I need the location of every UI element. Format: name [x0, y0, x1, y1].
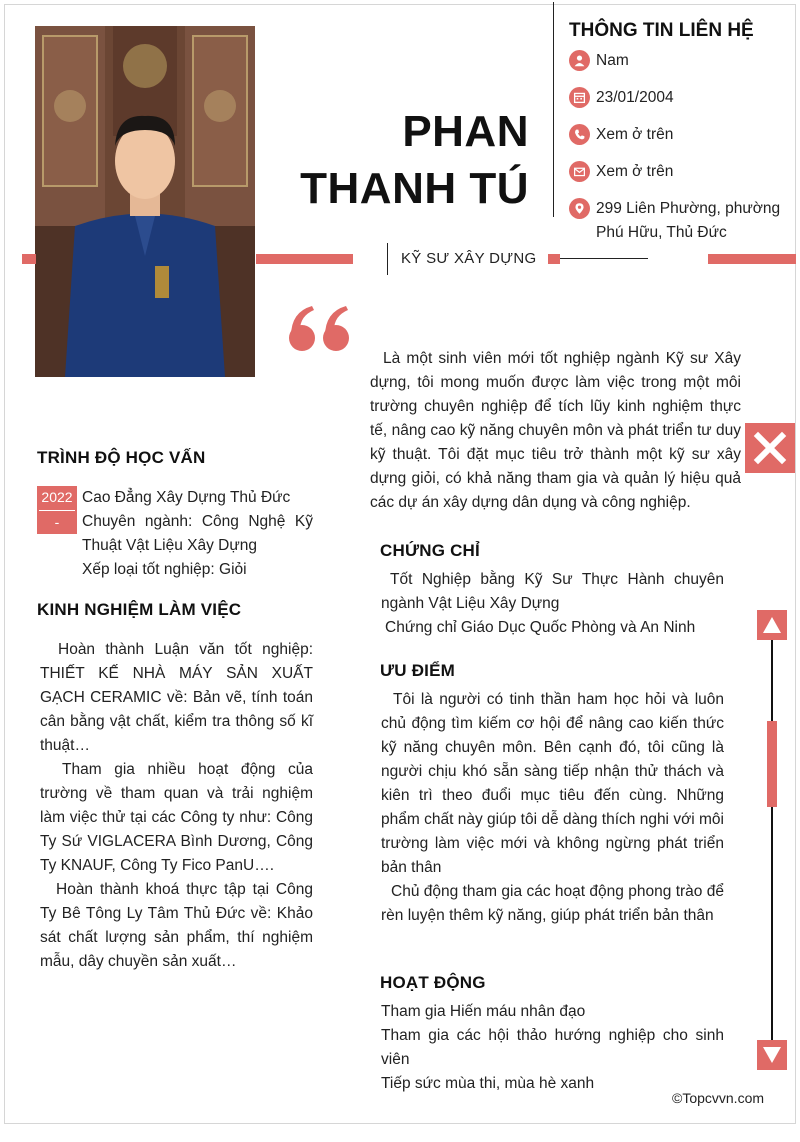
accent-bar-mid — [256, 254, 353, 264]
experience-item: Hoàn thành Luận văn tốt nghiệp: THIẾT KẾ NHÀ MÁY SẢN XUẤT GẠCH CERAMIC về: Bản vẽ, tính toán cân bằng vật chất, kiểm tra thông số kĩ thuật… — [40, 641, 313, 754]
header-divider — [553, 2, 554, 217]
scroll-thumb[interactable] — [767, 721, 777, 807]
accent-bar-right — [708, 254, 796, 264]
education-grade: Xếp loại tốt nghiệp: Giỏi — [82, 561, 247, 578]
scroll-up-button[interactable] — [757, 610, 787, 640]
contact-phone-value[interactable]: Xem ở trên — [596, 126, 674, 143]
certificates-list — [381, 568, 724, 640]
experience-title: KINH NGHIỆM LÀM VIỆC — [37, 600, 242, 619]
full-name — [300, 103, 529, 217]
activities-title: HOẠT ĐỘNG — [380, 973, 486, 992]
contact-email — [569, 160, 789, 184]
footer-credit: ©Topcvvn.com — [672, 1090, 765, 1106]
strength-item: Chủ động tham gia các hoạt động phong trào để rèn luyện thêm kỹ năng, giúp phát triển bản thân — [381, 883, 724, 924]
phone-icon — [569, 124, 590, 145]
activity-item: Tham gia các hội thảo hướng nghiệp cho sinh viên — [381, 1027, 724, 1068]
activity-item: Tham gia Hiến máu nhân đạo — [381, 1003, 586, 1020]
contact-birthday — [569, 86, 789, 110]
triangle-down-icon — [762, 1046, 782, 1064]
education-major: Chuyên ngành: Công Nghệ Kỹ Thuật Vật Liệu Xây Dựng — [82, 513, 313, 554]
contact-address — [569, 197, 789, 245]
contact-gender-value: Nam — [596, 52, 629, 69]
role-divider — [387, 243, 388, 275]
close-icon — [753, 431, 787, 465]
job-title: KỸ SƯ XÂY DỰNG — [401, 250, 537, 267]
profile-photo-illustration — [35, 26, 255, 377]
education-year-separator: - — [39, 510, 75, 533]
contact-phone — [569, 123, 789, 147]
scroll-down-button[interactable] — [757, 1040, 787, 1070]
contact-email-value[interactable]: Xem ở trên — [596, 163, 674, 180]
strengths-list — [381, 688, 724, 928]
accent-bar-small — [548, 254, 560, 264]
experience-item: Tham gia nhiều hoạt động của trường về tham quan và trải nghiệm làm việc thử tại các Công ty như: Công Ty Sứ VIGLACERA Bình Dương, Công Ty KNAUF, Công Ty Fico PanU…. — [40, 761, 313, 874]
education-school: Cao Đẳng Xây Dựng Thủ Đức — [82, 489, 291, 506]
strengths-title: ƯU ĐIỂM — [380, 661, 456, 680]
contact-birthday-value: 23/01/2004 — [596, 89, 674, 106]
role-underline — [560, 258, 648, 259]
name-line-2: THANH TÚ — [300, 164, 529, 213]
education-year: 2022 — [41, 489, 73, 505]
career-objective: Là một sinh viên mới tốt nghiệp ngành Kỹ sư Xây dựng, tôi mong muốn được làm việc trong một môi trường chuyên nghiệp để tích lũy kinh nghiệm thực tế, nâng cao kỹ năng chuyên môn và phát triển tư duy kỹ thuật. Tôi đặt mục tiêu trở thành một kỹ sư xây dựng giỏi, có khả năng tham gia và quản lý hiệu quả các dự án xây dựng dân dụng và công nghiệp. — [370, 350, 741, 511]
name-line-1: PHAN — [402, 107, 529, 156]
quote-icon — [288, 300, 354, 361]
certificates-title: CHỨNG CHỈ — [380, 541, 480, 560]
experience-list — [40, 638, 313, 974]
education-title: TRÌNH ĐỘ HỌC VẤN — [37, 448, 206, 467]
strength-item: Tôi là người có tinh thần ham học hỏi và luôn chủ động tìm kiếm cơ hội để nâng cao kiến thức kỹ năng chuyên môn. Bên cạnh đó, tôi cũng là người chịu khó sẵn sàng tiếp nhận thử thách và kiên trì theo đuổi mục tiêu đến cùng. Những phẩm chất này giúp tôi dễ dàng thích nghi với môi trường làm việc mới và không ngừng phát triển bản thân — [381, 691, 724, 876]
education-details — [82, 486, 313, 582]
contact-gender — [569, 49, 789, 73]
profile-photo — [35, 26, 255, 377]
activities-list — [381, 1000, 724, 1096]
contact-title: THÔNG TIN LIÊN HỆ — [569, 20, 754, 41]
experience-item: Hoàn thành khoá thực tập tại Công Ty Bê Tông Ly Tâm Thủ Đức về: Khảo sát chất lượng sản phẩm, thí nghiệm mẫu, dây chuyền sản xuất… — [40, 881, 313, 970]
triangle-up-icon — [762, 616, 782, 634]
location-pin-icon — [569, 198, 590, 219]
certificate-item: Tốt Nghiệp bằng Kỹ Sư Thực Hành chuyên ngành Vật Liệu Xây Dựng — [381, 571, 724, 612]
accent-bar-left — [22, 254, 36, 264]
mail-icon — [569, 161, 590, 182]
close-button[interactable] — [745, 423, 795, 473]
certificate-item: Chứng chỉ Giáo Dục Quốc Phòng và An Ninh — [385, 619, 696, 636]
contact-address-value: 299 Liên Phường, phường Phú Hữu, Thủ Đức — [596, 200, 781, 241]
activity-item: Tiếp sức mùa thi, mùa hè xanh — [381, 1075, 595, 1092]
scroll-track[interactable] — [771, 640, 773, 1040]
education-year-badge — [37, 486, 77, 534]
calendar-icon — [569, 87, 590, 108]
user-icon — [569, 50, 590, 71]
